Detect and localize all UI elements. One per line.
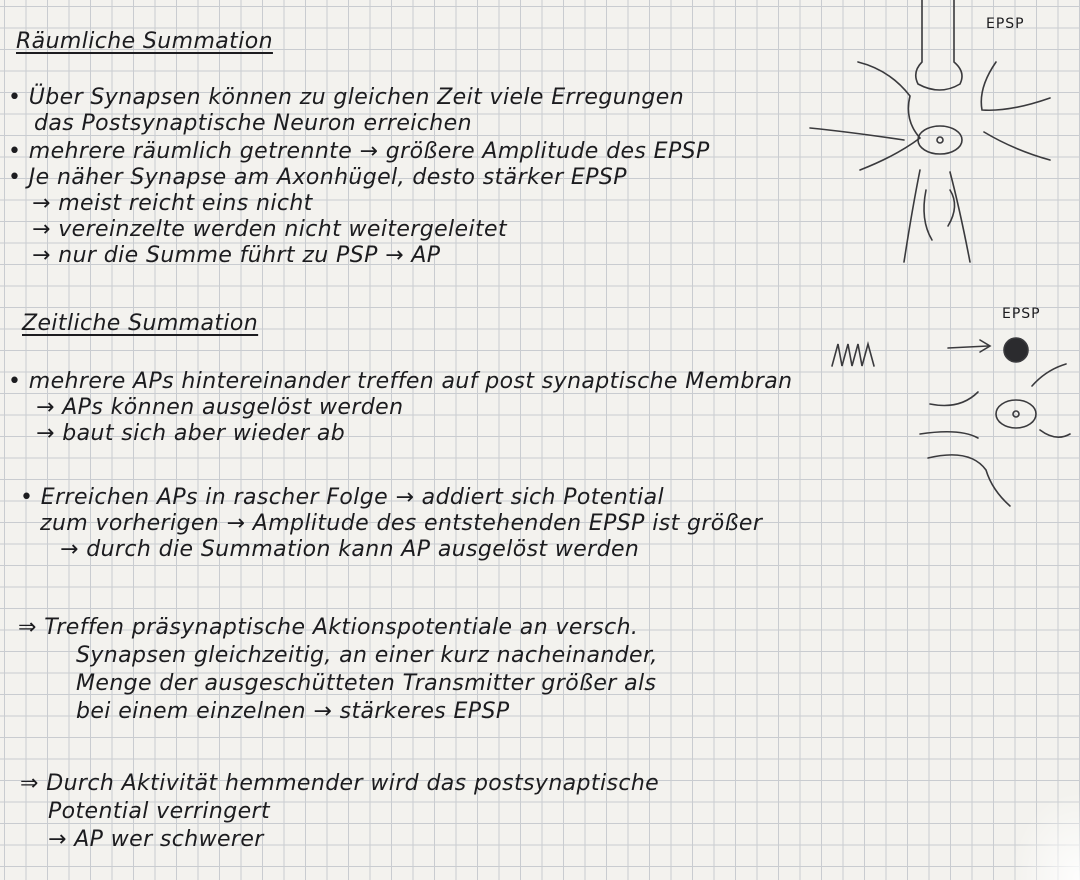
section2-line-5: zum vorherigen → Amplitude des entstehenden EPSP ist größer (40, 511, 763, 536)
conclusion2-line-2: Potential verringert (48, 799, 271, 824)
conclusion2-line-1: ⇒ Durch Aktivität hemmender wird das postsynaptische (20, 771, 660, 796)
section2-line-2: → APs können ausgelöst werden (36, 395, 404, 420)
spatial-summation-neuron-sketch (800, 0, 1060, 270)
conclusion1-line-4: bei einem einzelnen → stärkeres EPSP (76, 699, 510, 724)
conclusion1-line-3: Menge der ausgeschütteten Transmitter größer als (76, 671, 657, 696)
epsp-label-bottom: EPSP (1002, 306, 1041, 322)
epsp-label-top: EPSP (986, 16, 1025, 32)
section1-line-3: • mehrere räumlich getrennte → größere Amplitude des EPSP (8, 139, 710, 164)
section2-line-1: • mehrere APs hintereinander treffen auf post synaptische Membran (8, 369, 793, 394)
section2-line-4: • Erreichen APs in rascher Folge → addiert sich Potential (20, 485, 664, 510)
section1-line-7: → nur die Summe führt zu PSP → AP (32, 243, 441, 268)
conclusion1-line-1: ⇒ Treffen präsynaptische Aktionspotentiale an versch. (18, 615, 639, 640)
section1-line-1: • Über Synapsen können zu gleichen Zeit viele Erregungen (8, 85, 685, 110)
section2-line-6: → durch die Summation kann AP ausgelöst werden (60, 537, 640, 562)
temporal-summation-neuron-sketch (820, 330, 1070, 510)
conclusion2-line-3: → AP wer schwerer (48, 827, 264, 852)
section1-line-5: → meist reicht eins nicht (32, 191, 313, 216)
section1-line-2: das Postsynaptische Neuron erreichen (34, 111, 472, 136)
conclusion1-line-2: Synapsen gleichzeitig, an einer kurz nacheinander, (76, 643, 658, 668)
section1-line-6: → vereinzelte werden nicht weitergeleitet (32, 217, 507, 242)
photo-glare (1010, 790, 1080, 880)
section1-line-4: • Je näher Synapse am Axonhügel, desto stärker EPSP (8, 165, 627, 190)
section2-title: Zeitliche Summation (22, 311, 259, 336)
section2-line-3: → baut sich aber wieder ab (36, 421, 346, 446)
section1-title: Räumliche Summation (16, 29, 273, 54)
